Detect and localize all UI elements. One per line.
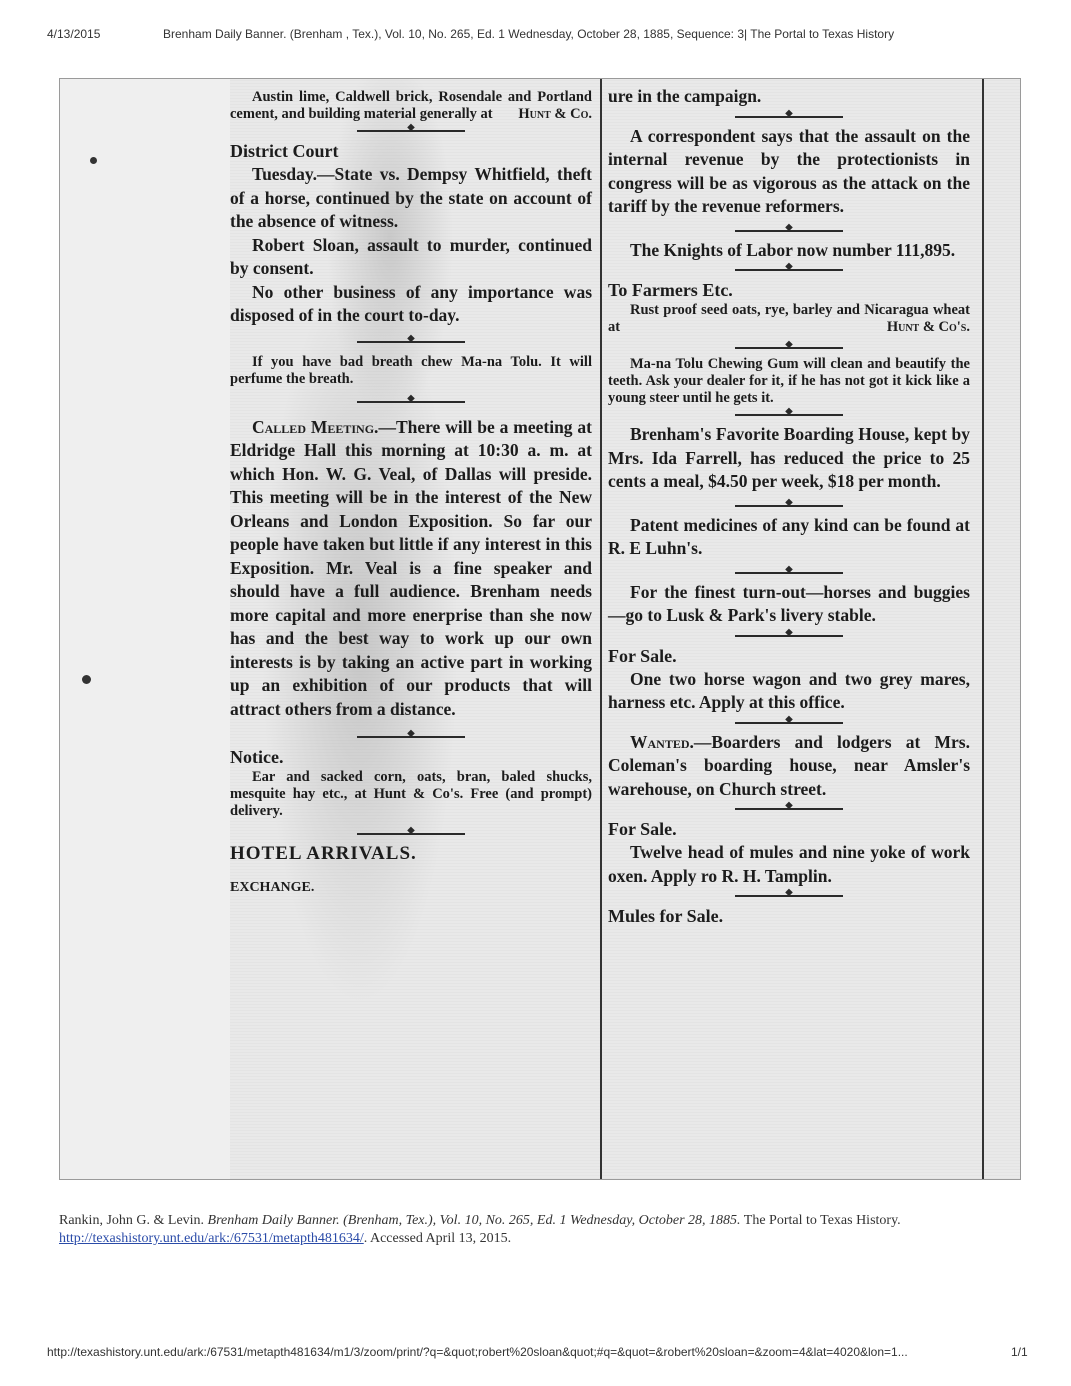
citation-link[interactable]: http://texashistory.unt.edu/ark:/67531/metapth481634/: [59, 1231, 364, 1246]
citation-authors: Rankin, John G. & Levin.: [59, 1213, 205, 1228]
article-lead: Wanted.: [630, 731, 694, 752]
manatolu-ad: If you have bad breath chew Ma-na Tolu. It will perfume the breath.: [230, 353, 592, 387]
mules-for-sale-heading: Mules for Sale.: [608, 906, 724, 926]
called-meeting-article: [230, 416, 592, 722]
separator-dash: [230, 394, 592, 410]
boarding-house-article: Brenham's Favorite Boarding House, kept by Mrs. Ida Farrell, has reduced the price to 25 cents a meal, $4.50 per week, $18 per month.: [608, 424, 970, 491]
separator-dash: [608, 407, 970, 423]
separator-dash: [608, 109, 970, 125]
notice-text: Ear and sacked corn, oats, bran, baled shucks, mesquite hay etc., at Hunt & Co's. Free (and prompt) delivery.: [230, 769, 592, 819]
column-rule: [600, 79, 602, 1179]
newspaper-scan: [59, 78, 1021, 1180]
separator-dash: [608, 498, 970, 514]
article-text: —Boarders and lodgers at Mrs. Coleman's boarding house, near Amsler's warehouse, on Church street.: [608, 731, 970, 799]
separator-dash: [608, 888, 970, 904]
patent-medicine-article: Patent medicines of any kind can be found at R. E Luhn's.: [608, 514, 970, 558]
separator-dash: [608, 715, 970, 731]
separator-dash: [608, 628, 970, 644]
mules-oxen-text: Twelve head of mules and nine yoke of work oxen. Apply ro R. H. Tamplin.: [608, 842, 970, 886]
for-sale-heading: For Sale.: [608, 819, 677, 839]
livery-article: For the finest turn-out—horses and buggies—go to Lusk & Park's livery stable.: [608, 581, 970, 625]
column-left: [230, 89, 592, 900]
separator-dash: [608, 262, 970, 278]
correspondent-article: A correspondent says that the assault on the internal revenue by the protectionists in congress will be as vigorous as the attack on the tariff by the revenue reformers.: [608, 125, 970, 216]
court-paragraph: Tuesday.—State vs. Dempsy Whitfield, theft of a horse, continued by the state on account of the absence of witness.: [230, 164, 592, 231]
district-court-heading: District Court: [230, 141, 339, 161]
print-header: [0, 27, 1071, 43]
farmers-ad: [608, 302, 970, 336]
separator-dash: [230, 123, 592, 139]
hotel-arrivals-heading: HOTEL ARRIVALS.: [230, 843, 417, 864]
page-number: 1/1: [1011, 1345, 1028, 1359]
ad-firm: Hunt & Co's.: [886, 319, 970, 335]
print-title: Brenham Daily Banner. (Brenham , Tex.), Vol. 10, No. 265, Ed. 1 Wednesday, October 28, 1885, Sequence: 3| The Portal to Texas History: [163, 27, 895, 41]
separator-dash: [608, 565, 970, 581]
ink-spot: [90, 157, 97, 164]
ad-hunt-building: [230, 89, 592, 123]
article-text: —There will be a meeting at Eldridge Hall this morning at 10:30 a. m. at which Hon. W. G. Veal, of Dallas will preside. This meeting will be in the interest of the New Orleans and London Exposition. So far our people have taken but little if any interest in this Exposition. Mr. Veal is a fine speaker and should have a full audience. Brenham needs more capital and more enerprise than she now has and the best way to work up our own interests is by taking an active part in working up an exhibition of our products that will attract others from a distance.: [230, 416, 593, 719]
ink-spot: [82, 675, 91, 684]
citation-source: The Portal to Texas History.: [743, 1213, 901, 1228]
separator-dash: [608, 223, 970, 239]
court-paragraph: No other business of any importance was disposed of in the court to-day.: [230, 281, 592, 325]
for-sale-text: One two horse wagon and two grey mares, harness etc. Apply at this office.: [608, 668, 970, 712]
wanted-article: [608, 731, 970, 802]
ad-text: Rust proof seed oats, rye, barley and Nicaragua wheat at: [608, 302, 970, 335]
separator-dash: [608, 801, 970, 817]
print-date: 4/13/2015: [47, 27, 101, 41]
column-rule: [982, 79, 984, 1179]
gum-ad: Ma-na Tolu Chewing Gum will clean and beautify the teeth. Ask your dealer for it, if he has not got it kick like a young steer until he gets it.: [608, 356, 970, 406]
citation: Rankin, John G. & Levin. Brenham Daily Banner. (Brenham, Tex.), Vol. 10, No. 265, Ed. 1 Wednesday, October 28, 1885. The Portal to Texas History. http://texashistory.unt.edu/ark:/67531/metapth481634/. Accessed April 13, 2015.: [59, 1213, 901, 1246]
exchange-heading: EXCHANGE.: [230, 880, 315, 895]
for-sale-heading: For Sale.: [608, 645, 677, 666]
ad-firm: Hunt & Co.: [518, 106, 592, 122]
farmers-heading: To Farmers Etc.: [608, 280, 733, 300]
print-url: http://texashistory.unt.edu/ark:/67531/metapth481634/m1/3/zoom/print/?q=&quot;robert%20sloan&quot;#q=&quot=&robert%20sloan=&zoom=4&lat=4020&lon=1...: [47, 1345, 908, 1359]
scan-margin: [60, 79, 230, 1179]
article-lead: Called Meeting.: [252, 416, 379, 437]
separator-dash: [230, 729, 592, 745]
column-middle: [608, 85, 970, 928]
citation-title: Brenham Daily Banner. (Brenham, Tex.), Vol. 10, No. 265, Ed. 1 Wednesday, October 28, 1885.: [207, 1213, 741, 1228]
campaign-fragment: ure in the campaign.: [608, 86, 762, 106]
citation-accessed: Accessed April 13, 2015.: [369, 1231, 512, 1246]
court-paragraph: Robert Sloan, assault to murder, continued by consent.: [230, 234, 592, 278]
ad-text: Austin lime, Caldwell brick, Rosendale and Portland cement, and building material generally at: [230, 89, 592, 122]
separator-dash: [608, 340, 970, 356]
separator-dash: [230, 826, 592, 842]
knights-article: The Knights of Labor now number 111,895.: [630, 239, 956, 260]
notice-heading: Notice.: [230, 747, 284, 767]
separator-dash: [230, 334, 592, 350]
